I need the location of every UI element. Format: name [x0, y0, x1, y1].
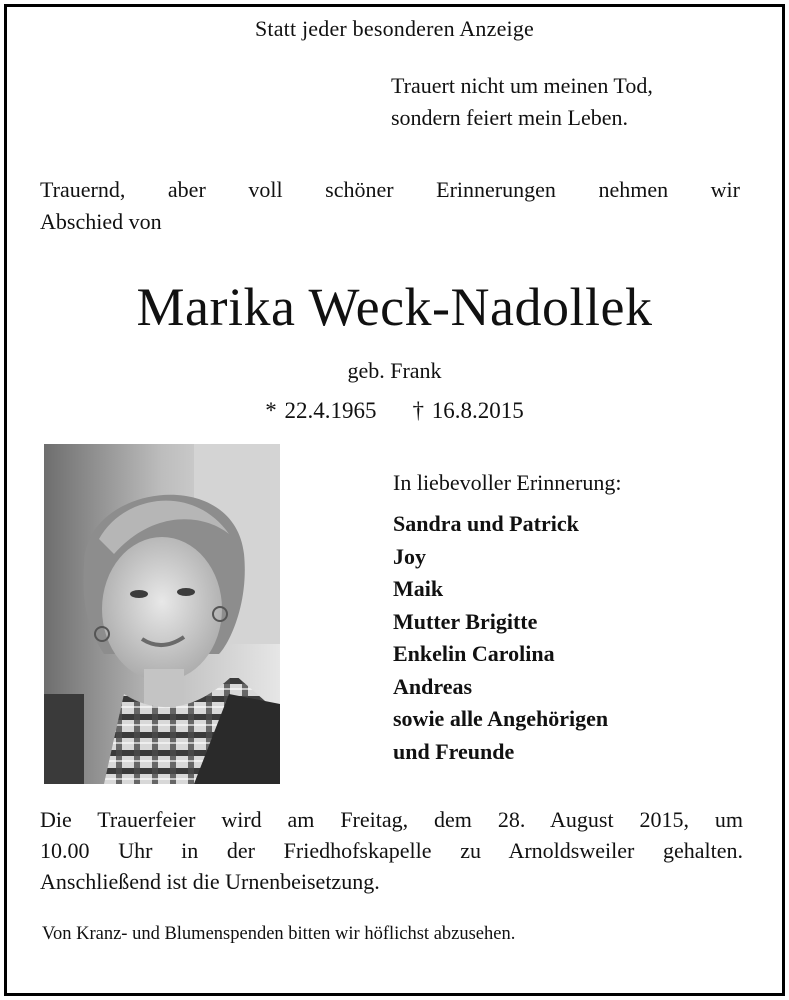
quote [391, 70, 653, 134]
service-line-3: Anschließend ist die Urnenbeisetzung. [40, 869, 380, 894]
quote-line-2: sondern feiert mein Leben. [391, 105, 629, 130]
list-item: Joy [393, 543, 426, 569]
deceased-name: Marika Weck-Nadollek [136, 277, 653, 337]
mourners-list [393, 508, 608, 768]
list-item: sowie alle Angehörigen [393, 706, 609, 731]
list-item: Enkelin Carolina [393, 641, 555, 666]
intro-text [40, 174, 740, 238]
top-heading: Statt jeder besonderen Anzeige [254, 16, 535, 41]
list-item: und Freunde [393, 738, 515, 764]
intro-line-1: Trauernd, aber voll schöner Erinnerungen nehmen wir [40, 177, 740, 202]
life-dates [0, 398, 789, 424]
maiden-name: geb. Frank [347, 358, 442, 383]
birth-date: * 22.4.1965 [265, 398, 377, 423]
list-item: Andreas [393, 673, 473, 699]
intro-line-2: Abschied von [40, 209, 162, 234]
service-info [40, 804, 743, 897]
service-line-1: Die Trauerfeier wird am Freitag, dem 28. August 2015, um [40, 807, 743, 832]
death-date: † 16.8.2015 [412, 398, 524, 423]
portrait-photo-icon [44, 444, 280, 784]
quote-line-1: Trauert nicht um meinen Tod, [391, 73, 653, 98]
memory-heading: In liebevoller Erinnerung: [393, 470, 622, 495]
flowers-note: Von Kranz- und Blumenspenden bitten wir höflichst abzusehen. [42, 924, 516, 944]
list-item: Maik [393, 576, 444, 601]
list-item: Mutter Brigitte [393, 608, 538, 634]
service-line-2: 10.00 Uhr in der Friedhofskapelle zu Arnoldsweiler gehalten. [40, 838, 743, 863]
list-item: Sandra und Patrick [393, 511, 579, 536]
